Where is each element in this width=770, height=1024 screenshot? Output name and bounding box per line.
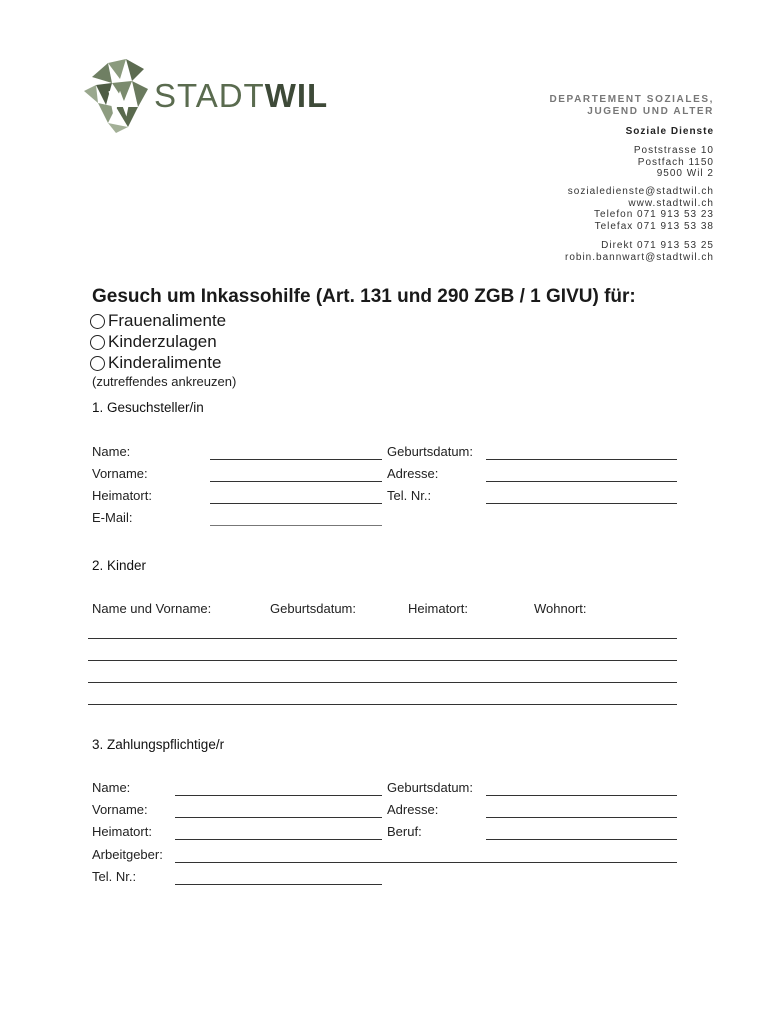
form-title: Gesuch um Inkassohilfe (Art. 131 und 290 ZGB / 1 GIVU) für:	[92, 286, 636, 307]
children-col-name: Name und Vorname:	[92, 601, 212, 616]
email: sozialedienste@stadtwil.ch	[567, 186, 714, 197]
radio-circle-icon[interactable]	[90, 335, 105, 350]
logo-wordmark	[154, 77, 328, 115]
applicant-address-field[interactable]	[486, 481, 677, 482]
debtor-name-label: Name:	[92, 780, 131, 795]
debtor-profession-label: Beruf:	[387, 824, 422, 839]
debtor-birthdate-label: Geburtsdatum:	[387, 780, 473, 795]
debtor-birthdate-field[interactable]	[486, 795, 677, 796]
option-label: Kinderalimente	[108, 353, 222, 372]
applicant-birthdate-label: Geburtsdatum:	[387, 444, 473, 459]
street: Poststrasse 10	[633, 145, 714, 156]
phone: Telefon 071 913 53 23	[594, 209, 714, 220]
applicant-phone-field[interactable]	[486, 503, 677, 504]
child-row-line[interactable]	[88, 660, 677, 661]
website: www.stadtwil.ch	[628, 197, 714, 209]
section-heading-children: 2. Kinder	[92, 558, 147, 573]
applicant-name-label: Name:	[92, 444, 131, 459]
direct-phone: Direkt 071 913 53 25	[601, 240, 714, 251]
applicant-firstname-field[interactable]	[210, 481, 382, 482]
debtor-hometown-field[interactable]	[175, 839, 382, 840]
contact-info	[568, 186, 714, 232]
debtor-phone-label: Tel. Nr.:	[92, 869, 137, 884]
department-line-2: JUGEND UND ALTER	[587, 105, 714, 117]
applicant-hometown-field[interactable]	[210, 503, 382, 504]
radio-circle-icon[interactable]	[90, 314, 105, 329]
debtor-hometown-label: Heimatort:	[92, 824, 152, 839]
direct-contact	[565, 240, 714, 263]
fax: Telefax 071 913 53 38	[594, 220, 714, 232]
debtor-employer-label: Arbeitgeber:	[92, 847, 163, 862]
children-col-hometown: Heimatort:	[408, 601, 468, 616]
applicant-hometown-label: Heimatort:	[92, 488, 152, 503]
child-row-line[interactable]	[88, 638, 677, 639]
applicant-firstname-label: Vorname:	[92, 466, 148, 481]
logo-text-wil: WIL	[264, 77, 329, 114]
city: 9500 Wil 2	[656, 168, 714, 179]
department-line-1: DEPARTEMENT SOZIALES,	[549, 94, 714, 105]
children-col-residence: Wohnort:	[534, 601, 587, 616]
debtor-profession-field[interactable]	[486, 839, 677, 840]
office-name: Soziale Dienste	[625, 126, 714, 137]
radio-circle-icon[interactable]	[90, 356, 105, 371]
postal-address	[634, 145, 714, 180]
applicant-email-label: E-Mail:	[92, 510, 133, 525]
option-kinderzulagen[interactable]	[90, 332, 217, 352]
debtor-employer-field[interactable]	[175, 862, 677, 863]
option-frauenalimente[interactable]	[90, 311, 226, 331]
applicant-name-field[interactable]	[210, 459, 382, 460]
applicant-birthdate-field[interactable]	[486, 459, 677, 460]
child-row-line[interactable]	[88, 704, 677, 705]
option-label: Kinderzulagen	[108, 332, 217, 351]
applicant-address-label: Adresse:	[387, 466, 439, 481]
debtor-phone-field[interactable]	[175, 884, 382, 885]
debtor-address-field[interactable]	[486, 817, 677, 818]
debtor-name-field[interactable]	[175, 795, 382, 796]
applicant-phone-label: Tel. Nr.:	[387, 488, 432, 503]
debtor-firstname-field[interactable]	[175, 817, 382, 818]
debtor-address-label: Adresse:	[387, 802, 439, 817]
section-heading-applicant: 1. Gesuchsteller/in	[92, 400, 204, 415]
option-kinderalimente[interactable]	[90, 353, 221, 373]
department-name	[549, 94, 714, 117]
debtor-firstname-label: Vorname:	[92, 802, 148, 817]
selection-hint: (zutreffendes ankreuzen)	[92, 374, 237, 389]
applicant-email-field[interactable]	[210, 525, 382, 526]
logo-emblem-icon	[82, 55, 154, 135]
logo-text-stadt: STADT	[154, 77, 265, 114]
stadt-wil-logo	[82, 55, 329, 135]
po-box: Postfach 1150	[637, 156, 714, 168]
option-label: Frauenalimente	[108, 311, 227, 330]
section-heading-debtor: 3. Zahlungspflichtige/r	[92, 737, 225, 752]
child-row-line[interactable]	[88, 682, 677, 683]
direct-email: robin.bannwart@stadtwil.ch	[565, 251, 714, 263]
children-col-birthdate: Geburtsdatum:	[270, 601, 356, 616]
